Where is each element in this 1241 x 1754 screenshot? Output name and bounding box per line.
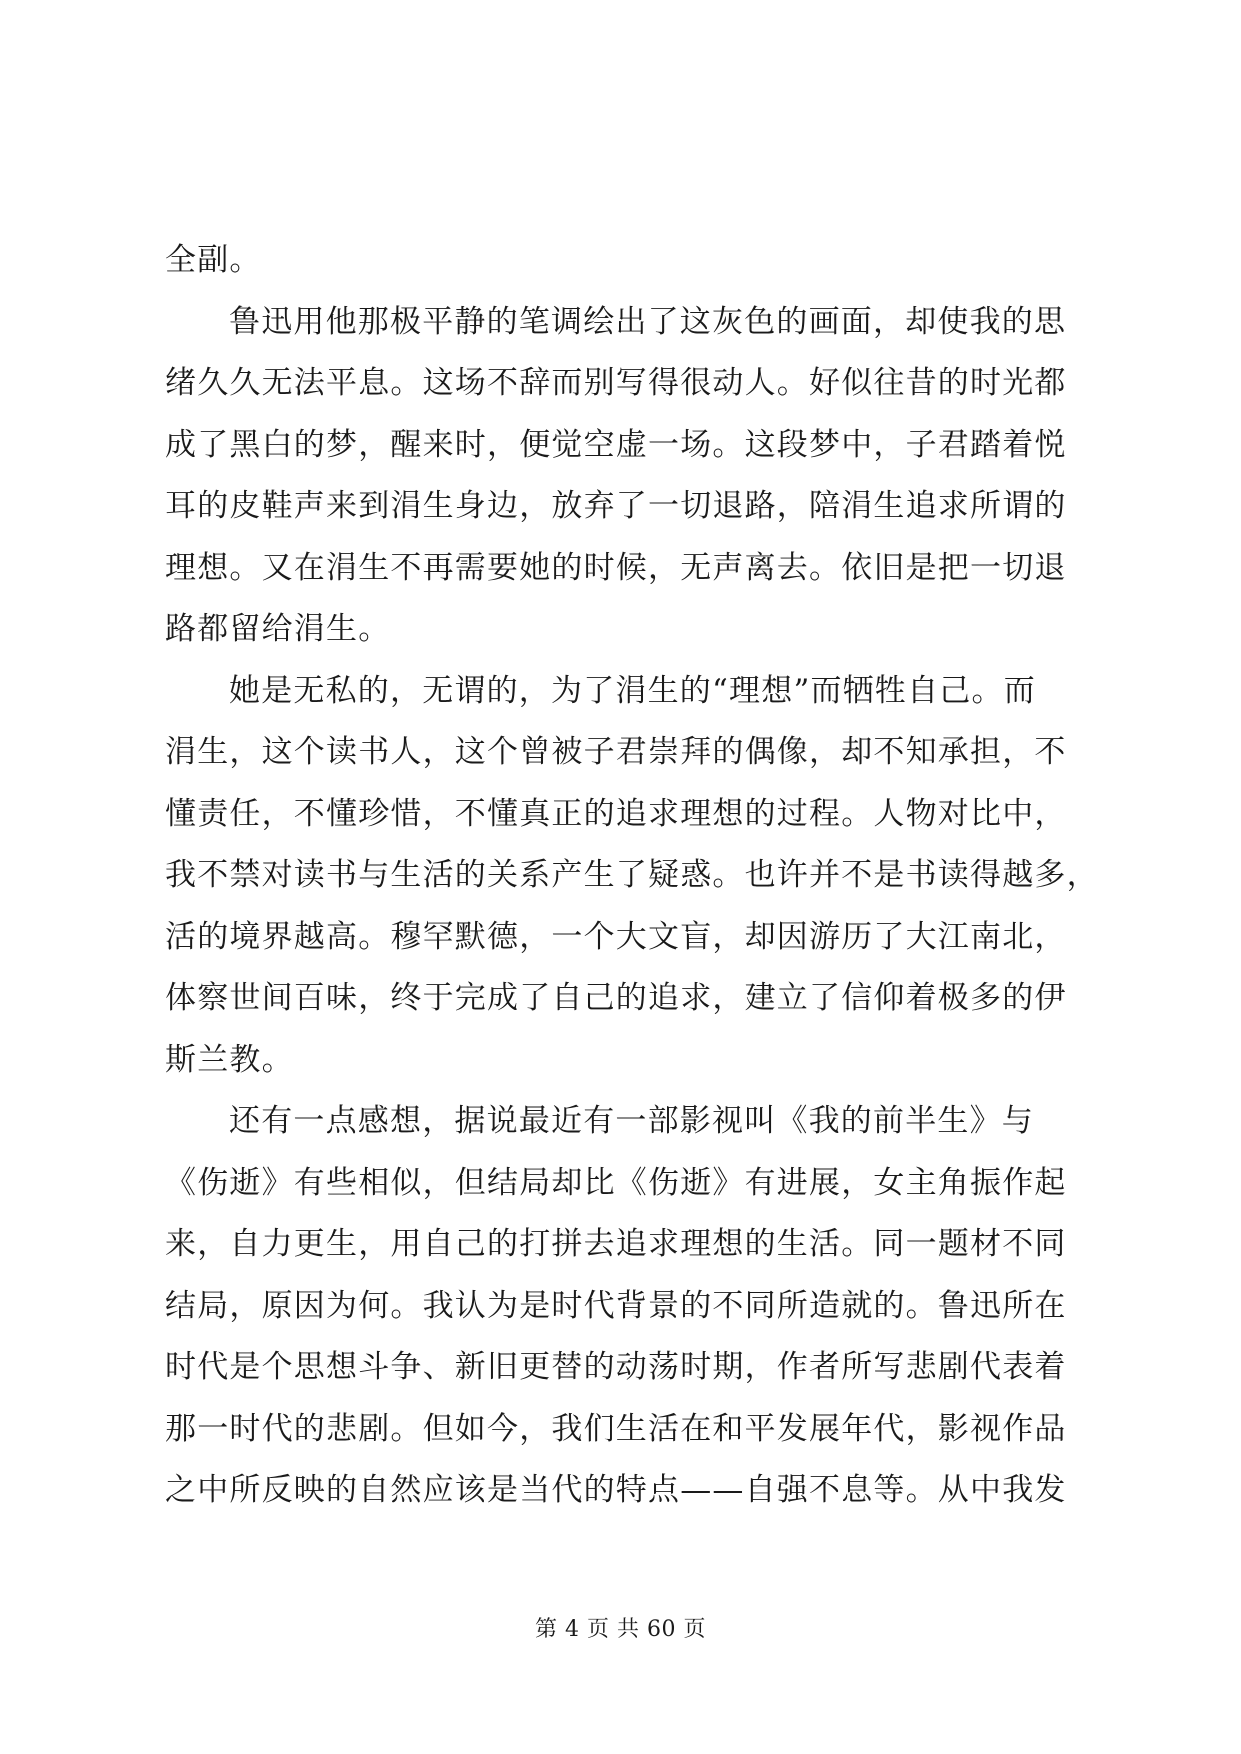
text-line: 来，自力更生，用自己的打拼去追求理想的生活。同一题材不同 [165, 1226, 1067, 1262]
text-line: 活的境界越高。穆罕默德，一个大文盲，却因游历了大江南北， [165, 918, 1067, 955]
text-line: 斯兰教。 [165, 1041, 294, 1078]
text-line: 还有一点感想，据说最近有一部影视叫《我的前半生》与 [229, 1103, 1034, 1139]
text-line: 懂责任，不懂珍惜，不懂真正的追求理想的过程。人物对比中， [165, 795, 1067, 832]
body-text [165, 230, 1099, 1522]
text-line: 时代是个思想斗争、新旧更替的动荡时期，作者所写悲剧代表着 [165, 1349, 1067, 1385]
text-line: 她是无私的，无谓的，为了涓生的“理想”而牺牲自己。而 [229, 672, 1036, 709]
text-line: 成了黑白的梦，醒来时，便觉空虚一场。这段梦中，子君踏着悦 [165, 426, 1067, 463]
text-line: 之中所反映的自然应该是当代的特点——自强不息等。从中我发 [165, 1472, 1067, 1508]
text-line: 理想。又在涓生不再需要她的时候，无声离去。依旧是把一切退 [165, 549, 1067, 586]
text-line: 全副。 [165, 242, 262, 278]
text-line: 绪久久无法平息。这场不辞而别写得很动人。好似往昔的时光都 [165, 365, 1067, 401]
text-line: 结局，原因为何。我认为是时代背景的不同所造就的。鲁迅所在 [165, 1287, 1067, 1324]
text-line: 我不禁对读书与生活的关系产生了疑惑。也许并不是书读得越多， [165, 857, 1099, 893]
text-line: 那一时代的悲剧。但如今，我们生活在和平发展年代，影视作品 [165, 1410, 1067, 1447]
text-line: 体察世间百味，终于完成了自己的追求，建立了信仰着极多的伊 [165, 980, 1067, 1016]
text-line: 路都留给涓生。 [165, 611, 391, 647]
page-number-footer: 第 4 页 共 60 页 [535, 1617, 706, 1642]
text-line: 《伤逝》有些相似，但结局却比《伤逝》有进展，女主角振作起 [165, 1164, 1067, 1201]
text-line: 涓生，这个读书人，这个曾被子君崇拜的偶像，却不知承担，不 [165, 734, 1067, 770]
text-line: 耳的皮鞋声来到涓生身边，放弃了一切退路，陪涓生追求所谓的 [165, 488, 1067, 524]
text-line: 鲁迅用他那极平静的笔调绘出了这灰色的画面，却使我的思 [229, 303, 1067, 340]
